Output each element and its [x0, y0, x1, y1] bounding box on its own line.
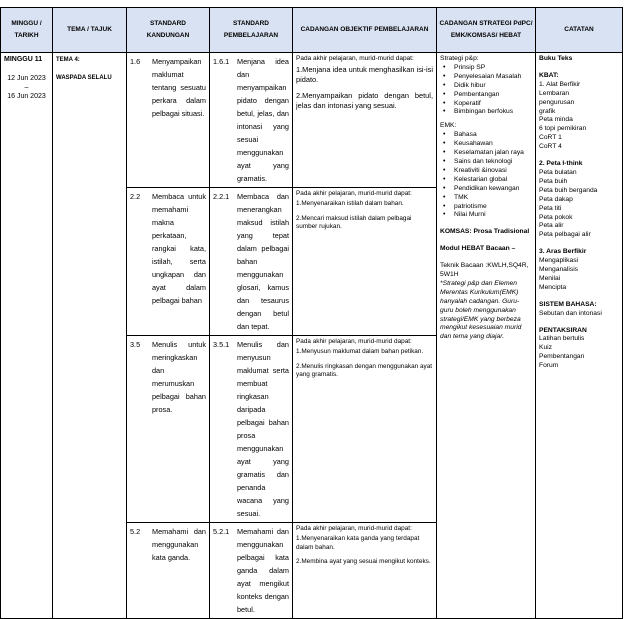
list-item: • Nilai Murni	[440, 211, 532, 220]
sk-text: Menyampaikan maklumat tentang sesuatu perkara dalam pelbagai situasi.	[152, 57, 206, 118]
list-item: Peta bulatan	[539, 168, 577, 176]
sk-cell	[127, 336, 210, 523]
header-catatan: CATATAN	[536, 8, 623, 53]
aras-berfikir-label: 3. Aras Berfikir	[539, 248, 587, 256]
sk-number: 1.6	[130, 57, 141, 66]
sp-text: Menulis dan menyusun maklumat serta membuat ringkasan daripada pelbagai bahan prosa menggunakan ayat yang gramatis dan penanda wacana yang sesuai.	[237, 340, 289, 518]
list-item: Menganalisis	[539, 266, 579, 274]
sk-cell	[127, 523, 210, 619]
pentaksiran-label: PENTAKSIRAN	[539, 326, 587, 334]
obj-cell	[293, 523, 437, 619]
obj-item-2: 2.Menulis ringkasan dengan menggunakan ayat yang gramatis.	[296, 362, 433, 378]
list-item: • Bimbingan berfokus	[440, 108, 532, 117]
list-item: Peta titi	[539, 204, 562, 212]
obj-item-1: 1.Menyenaraikan kata ganda yang terdapat dalam bahan.	[296, 535, 420, 551]
sk-number: 3.5	[130, 340, 141, 349]
list-item: • Bahasa	[440, 131, 532, 140]
header-strategi: CADANGAN STRATEGI PdPC/ EMK/KOMSAS/ HEBAT	[437, 8, 536, 53]
teknik-bacaan-line-2: 5W1H	[440, 271, 459, 279]
list-item: • Keselamatan jalan raya	[440, 149, 532, 158]
obj-item-2: 2.Membina ayat yang sesuai mengikut konteks.	[296, 557, 431, 565]
list-item: CoRT 1	[539, 134, 562, 142]
sp-number: 3.5.1	[213, 340, 230, 349]
tema-label: TEMA 4:	[56, 57, 80, 63]
tema-cell	[53, 53, 127, 619]
sk-text: Membaca untuk memahami makna perkataan, rangkai kata, istilah, serta ungkapan dan ayat dalam pelbagai bahan	[152, 192, 206, 305]
strategi-emk-list	[440, 131, 532, 220]
sk-text: Memahami dan menggunakan kata ganda.	[152, 527, 206, 562]
list-item: • Koperatif	[440, 100, 532, 109]
sp-text: Membaca dan menerangkan maksud istilah yang tepat dalam pelbagai bahan menggunakan glosari, kamus dan tesaurus dengan betul dan tepat.	[237, 192, 289, 331]
table-row	[1, 53, 623, 188]
header-objektif: CADANGAN OBJEKTIF PEMBELAJARAN	[293, 8, 437, 53]
sk-cell	[127, 188, 210, 336]
list-item: pengurusan	[539, 98, 575, 106]
sp-number: 5.2.1	[213, 527, 230, 536]
list-item: Forum	[539, 362, 559, 370]
list-item: Peta dakap	[539, 195, 573, 203]
obj-cell	[293, 188, 437, 336]
list-item: • Sains dan teknologi	[440, 158, 532, 167]
obj-cell	[293, 53, 437, 188]
obj-intro: Pada akhir pelajaran, murid-murid dapat:	[296, 338, 412, 345]
list-item: • Prinsip SP	[440, 64, 532, 73]
sk-number: 2.2	[130, 192, 141, 201]
list-item: Mengaplikasi	[539, 257, 579, 265]
sp-number: 1.6.1	[213, 57, 230, 66]
komsas-label: KOMSAS: Prosa Tradisional	[440, 228, 530, 236]
teknik-bacaan-line-1: Teknik Bacaan :KWLH,SQ4R,	[440, 262, 529, 270]
list-item: grafik	[539, 107, 556, 115]
sistem-bahasa-text: Sebutan dan intonasi	[539, 309, 602, 317]
tema-title: WASPADA SELALU	[56, 75, 112, 81]
sp-cell	[210, 53, 293, 188]
sp-cell	[210, 188, 293, 336]
strategi-pdp-list	[440, 64, 532, 117]
strategi-pdp-title: Strategi p&p:	[440, 55, 479, 62]
obj-intro: Pada akhir pelajaran, murid-murid dapat:	[296, 525, 412, 532]
lesson-plan-table	[0, 7, 623, 619]
sk-number: 5.2	[130, 527, 141, 536]
obj-item-2: 2.Mencari maksud istilah dalam pelbagai sumber rujukan.	[296, 214, 412, 230]
week-label: MINGGU 11	[4, 56, 43, 63]
obj-item-1: 1.Menyusun maklumat dalam bahan petikan.	[296, 348, 424, 356]
list-item: Peta minda	[539, 116, 573, 124]
list-item: Kuiz	[539, 344, 553, 352]
strategi-note: *Strategi p&p dan Elemen Merentas Kurikulum(EMK) hanyalah cadangan. Guru-guru boleh menggunakan strategi/EMK yang berbeza mengikut kesesuaian murid dan tema yang diajar.	[440, 279, 522, 341]
date-end: 16 Jun 2023	[7, 93, 46, 100]
list-item: Pembentangan	[539, 353, 585, 361]
list-item: Peta pelbagai alir	[539, 231, 591, 239]
list-item: • Didik hibur	[440, 82, 532, 91]
sk-text: Menulis untuk meringkaskan dan merumuskan pelbagai bahan prosa.	[152, 340, 206, 414]
sp-cell	[210, 336, 293, 523]
list-item: 1. Alat Berfikir	[539, 80, 581, 88]
list-item: • Pendidikan kewangan	[440, 185, 532, 194]
list-item: Lembaran	[539, 89, 570, 97]
header-standard-pembelajaran: STANDARD PEMBELAJARAN	[210, 8, 293, 53]
header-minggu: MINGGU / TARIKH	[1, 8, 53, 53]
sk-cell	[127, 53, 210, 188]
date-start: 12 Jun 2023	[7, 75, 46, 82]
obj-item-2: 2.Menyampaikan pidato dengan betul, jelas dan intonasi yang sesuai.	[296, 91, 433, 110]
list-item: Peta buih berganda	[539, 186, 598, 194]
obj-item-1: 1.Menyenaraikan istilah dalam bahan.	[296, 200, 404, 208]
list-item: • Kreativiti &inovasi	[440, 167, 532, 176]
buku-teks-label: Buku Teks	[539, 55, 573, 62]
list-item: Peta buih	[539, 177, 568, 185]
catatan-cell	[536, 53, 623, 619]
strategi-cell	[437, 53, 536, 619]
sp-number: 2.2.1	[213, 192, 230, 201]
list-item: • patriotisme	[440, 203, 532, 212]
obj-item-1: 1.Menjana idea untuk menghasilkan isi-isi pidato.	[296, 65, 433, 84]
sp-cell	[210, 523, 293, 619]
header-tema: TEMA / TAJUK	[53, 8, 127, 53]
modul-hebat-label: Modul HEBAT Bacaan –	[440, 245, 516, 253]
strategi-emk-title: EMK:	[440, 122, 457, 130]
header-row	[1, 8, 623, 53]
kbat-label: KBAT:	[539, 71, 559, 79]
list-item: Latihan bertulis	[539, 335, 585, 343]
date-dash: –	[24, 84, 29, 91]
list-item: 6 topi pemikiran	[539, 125, 587, 133]
header-standard-kandungan: STANDARD KANDUNGAN	[127, 8, 210, 53]
list-item: • Penyelesaian Masalah	[440, 73, 532, 82]
sistem-bahasa-label: SISTEM BAHASA:	[539, 300, 597, 308]
sp-text: Menjana idea dan menyampaikan pidato dengan betul, jelas, dan intonasi yang sesuai menggunakan ayat yang gramatis.	[237, 57, 289, 183]
list-item: Menilai	[539, 274, 561, 282]
peta-ithink-label: 2. Peta I-think	[539, 160, 583, 168]
obj-intro: Pada akhir pelajaran, murid-murid dapat:	[296, 190, 412, 197]
sp-text: Memahami dan menggunakan pelbagai kata ganda dalam ayat mengikut konteks dengan betul.	[237, 527, 289, 614]
obj-intro: Pada akhir pelajaran, murid-murid dapat:	[296, 55, 414, 62]
list-item: CoRT 4	[539, 143, 562, 151]
list-item: • Kelestarian global	[440, 176, 532, 185]
list-item: • TMK	[440, 194, 532, 203]
list-item: • Pembentangan	[440, 91, 532, 100]
list-item: Mencipta	[539, 283, 567, 291]
list-item: • Keusahawan	[440, 140, 532, 149]
minggu-cell	[1, 53, 53, 619]
list-item: Peta alir	[539, 222, 564, 230]
list-item: Peta pokok	[539, 213, 573, 221]
obj-cell	[293, 336, 437, 523]
